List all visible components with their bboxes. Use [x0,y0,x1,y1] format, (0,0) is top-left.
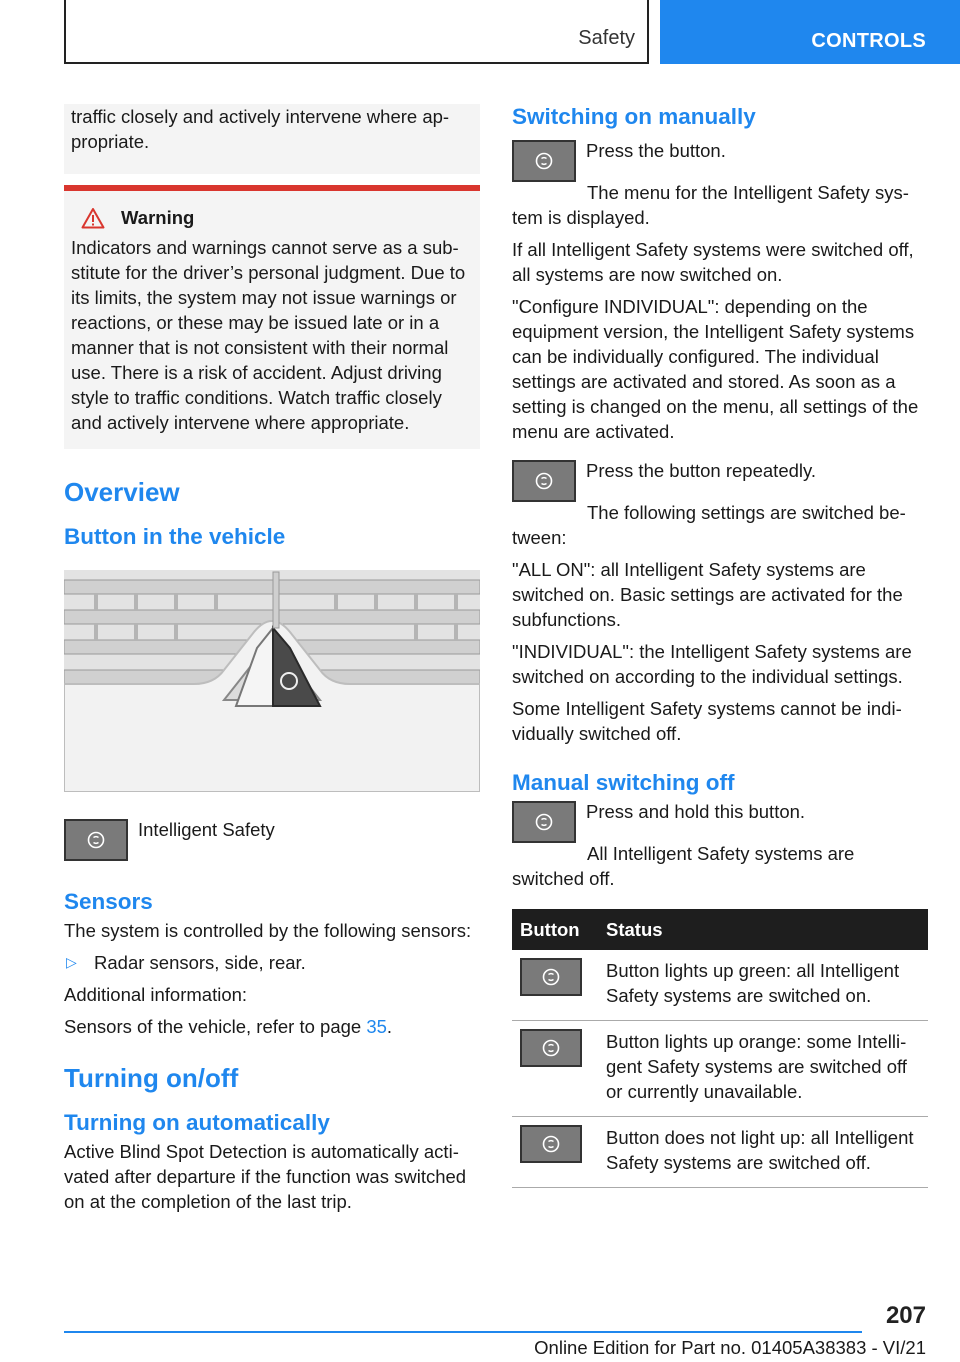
press-button-row [512,138,928,182]
all-switched-off-text: All Intelligent Safety systems are switched off. [512,843,855,889]
intelligent-safety-button-icon [520,958,582,996]
table-row [512,1117,928,1188]
press-repeatedly-row [512,458,928,502]
individual-text: "INDIVIDUAL": the Intelligent Safety systems are switched on according to the individual settings. [512,641,912,687]
table-row [512,950,928,1021]
manual-switching-off-heading: Manual switching off [512,770,735,795]
page-number: 207 [885,1302,926,1329]
intelligent-safety-label: Intelligent Safety [138,819,275,840]
intelligent-safety-button-icon [64,819,128,861]
intelligent-safety-row [64,817,480,861]
table-cell-status: Button does not light up: all Intelligent Safety systems are switched off. [598,1117,928,1188]
press-repeatedly-text: Press the button repeatedly. [586,460,817,481]
press-hold-text: Press and hold this button. [586,801,806,822]
all-on-text: "ALL ON": all Intelligent Safety systems are switched on. Basic settings are activated for the subfunctions. [512,559,903,630]
table-cell-status: Button lights up orange: some Intelligent Safety systems are switched off or currently unavailable. [598,1021,928,1117]
table-cell-status: Button lights up green: all Intelligent Safety systems are switched on. [598,950,928,1021]
left-column [64,104,480,1221]
intelligent-safety-button-icon [520,1125,582,1163]
intelligent-safety-button-icon [512,801,576,843]
button-in-vehicle-heading: Button in the vehicle [64,524,286,549]
footer-edition: Online Edition for Part no. 01405A38383 - VI/21 [534,1337,926,1358]
overview-heading: Overview [64,477,180,507]
page-link[interactable]: 35 [366,1016,387,1037]
turning-on-off-heading: Turning on/off [64,1063,239,1093]
table-row [512,1021,928,1117]
following-text: The following settings are switched between: [512,502,906,548]
sensors-bullet: ▷ Radar sensors, side, rear. [66,952,306,973]
status-table [512,909,928,1188]
menu-text: The menu for the Intelligent Safety system is displayed. [512,182,909,228]
intelligent-safety-button-icon [520,1029,582,1067]
intelligent-safety-button-icon [512,460,576,502]
sensors-heading: Sensors [64,889,153,914]
sensors-reference: Sensors of the vehicle, refer to page 35. [64,1016,393,1037]
auto-text: Active Blind Spot Detection is automatically activated after departure if the function was switched on at the completion of the last trip. [64,1141,467,1212]
warning-icon [81,207,105,229]
turning-on-auto-heading: Turning on automatically [64,1110,330,1135]
all-off-text: If all Intelligent Safety systems were switched off, all systems are now switched on. [512,239,914,285]
vehicle-button-photo [64,570,480,792]
table-header-status: Status [598,909,928,950]
warning-title: Warning [71,207,472,229]
header-section: Safety [578,27,635,49]
warning-text: Indicators and warnings cannot serve as a substitute for the driver’s personal judgment. Due to its limits, the system may not issue warnings or reactions, or these may be issued late or in a manner that is not consistent with their normal use. There is a risk of accident. Adjust driving style to traffic conditions. Watch traffic closely and actively intervene where appropriate. [71,237,466,433]
intro-box: traffic closely and actively intervene where appropriate. [64,104,480,174]
switching-on-manually-heading: Switching on manually [512,104,756,129]
header-chapter-box [660,0,960,64]
configure-text: "Configure INDIVIDUAL": depending on the equipment version, the Intelligent Safety systems can be individually configured. The individual settings are activated and stored. As soon as a setting is changed on the menu, all settings of the menu are activated. [512,296,919,442]
header-section-box [64,0,649,64]
sensors-text: The system is controlled by the following sensors: [64,920,472,941]
triangle-bullet-icon: ▷ [66,954,77,970]
table-header-button: Button [512,909,598,950]
some-text: Some Intelligent Safety systems cannot be individually switched off. [512,698,902,744]
warning-box [64,185,480,449]
footer-divider [64,1331,862,1333]
right-column [512,104,928,1188]
press-text: Press the button. [586,140,726,161]
intelligent-safety-button-icon [512,140,576,182]
additional-info: Additional information: [64,984,248,1005]
press-hold-row [512,799,928,843]
header-chapter: CONTROLS [811,30,926,52]
